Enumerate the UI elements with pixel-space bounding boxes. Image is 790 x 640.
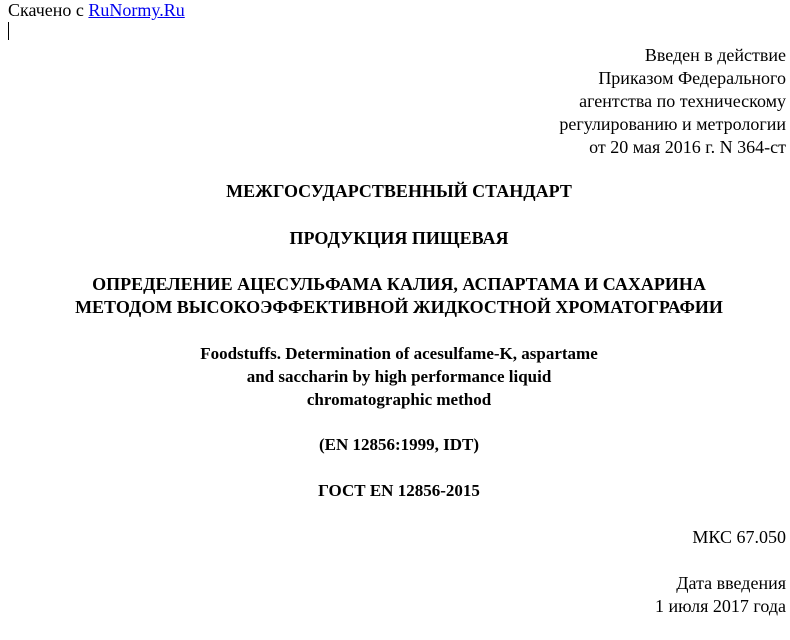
product-category-heading: ПРОДУКЦИЯ ПИЩЕВАЯ (289, 228, 509, 248)
enactment-line: от 20 мая 2016 г. N 364-ст (589, 137, 786, 157)
source-prefix: Скачено с (8, 0, 89, 20)
standard-designation: ГОСТ EN 12856-2015 (318, 481, 480, 500)
title-russian-line: МЕТОДОМ ВЫСОКОЭФФЕКТИВНОЙ ЖИДКОСТНОЙ ХРОМАТОГРАФИИ (75, 297, 723, 317)
title-russian (0, 273, 790, 319)
introduction-label: Дата введения (676, 573, 786, 593)
title-english-line: chromatographic method (306, 390, 492, 409)
enactment-block (559, 44, 786, 159)
mks-code: МКС 67.050 (692, 527, 786, 547)
standard-type-heading: МЕЖГОСУДАРСТВЕННЫЙ СТАНДАРТ (226, 181, 572, 201)
introduction-date-block (655, 572, 786, 618)
source-line (8, 0, 185, 20)
source-link[interactable]: RuNormy.Ru (88, 0, 185, 20)
enactment-line: Приказом Федерального (598, 68, 786, 88)
text-cursor (8, 22, 9, 40)
title-english (0, 342, 790, 411)
introduction-date: 1 июля 2017 года (655, 596, 786, 616)
title-english-line: Foodstuffs. Determination of acesulfame-K, aspartame (200, 344, 598, 363)
enactment-line: Введен в действие (644, 45, 786, 65)
international-reference: (EN 12856:1999, IDT) (318, 435, 480, 454)
title-english-line: and saccharin by high performance liquid (246, 367, 552, 386)
enactment-line: регулированию и метрологии (559, 114, 786, 134)
enactment-line: агентства по техническому (579, 91, 786, 111)
title-russian-line: ОПРЕДЕЛЕНИЕ АЦЕСУЛЬФАМА КАЛИЯ, АСПАРТАМА И САХАРИНА (92, 274, 706, 294)
